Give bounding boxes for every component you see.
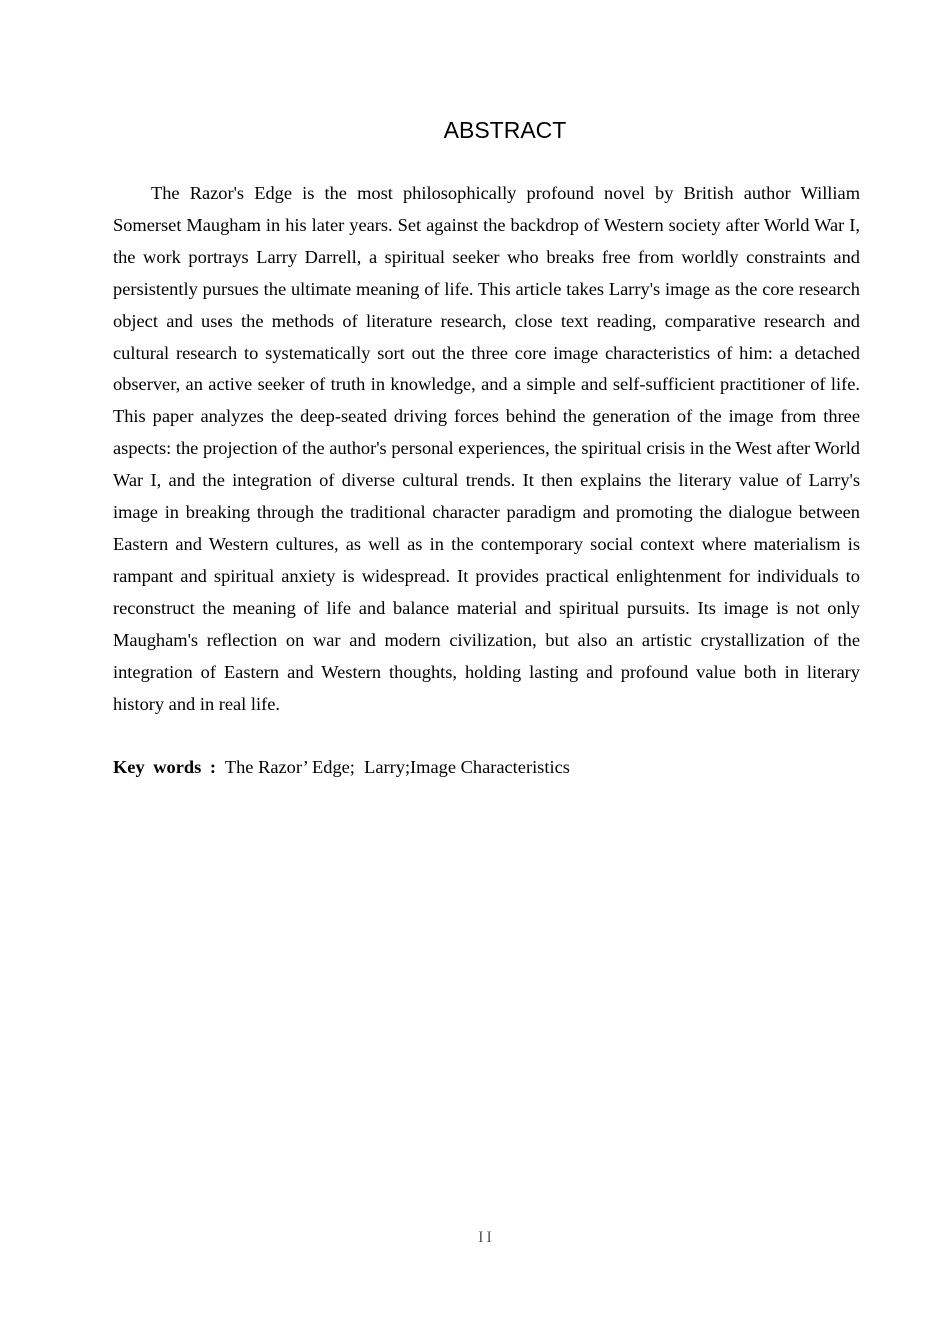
abstract-body: The Razor's Edge is the most philosophically profound novel by British author William Somerset Maugham in his later years. Set against the backdrop of Western society after World War I, the work portrays Larry Darrell, a spiritual seeker who breaks free from worldly constraints and persistently pursues the ultimate meaning of life. This article takes Larry's image as the core research object and uses the methods of literature research, close text reading, comparative research and cultural research to systematically sort out the three core image characteristics of him: a detached observer, an active seeker of truth in knowledge, and a simple and self-sufficient practitioner of life. This paper analyzes the deep-seated driving forces behind the generation of the image from three aspects: the projection of the author's personal experiences, the spiritual crisis in the West after World War I, and the integration of diverse cultural trends. It then explains the literary value of Larry's image in breaking through the traditional character paradigm and promoting the dialogue between Eastern and Western cultures, as well as in the contemporary social context where materialism is rampant and spiritual anxiety is widespread. It provides practical enlightenment for individuals to reconstruct the meaning of life and balance material and spiritual pursuits. Its image is not only Maugham's reflection on war and modern civilization, but also an artistic crystallization of the integration of Eastern and Western thoughts, holding lasting and profound value both in literary history and in real life. — [113, 183, 860, 714]
page-number: II — [478, 1229, 495, 1246]
keywords-text: The Razor’ Edge; Larry;Image Characteristics — [216, 757, 570, 777]
keywords-label: Key words : — [113, 757, 217, 777]
abstract-title: ABSTRACT — [443, 117, 567, 143]
keywords-line — [113, 752, 860, 784]
